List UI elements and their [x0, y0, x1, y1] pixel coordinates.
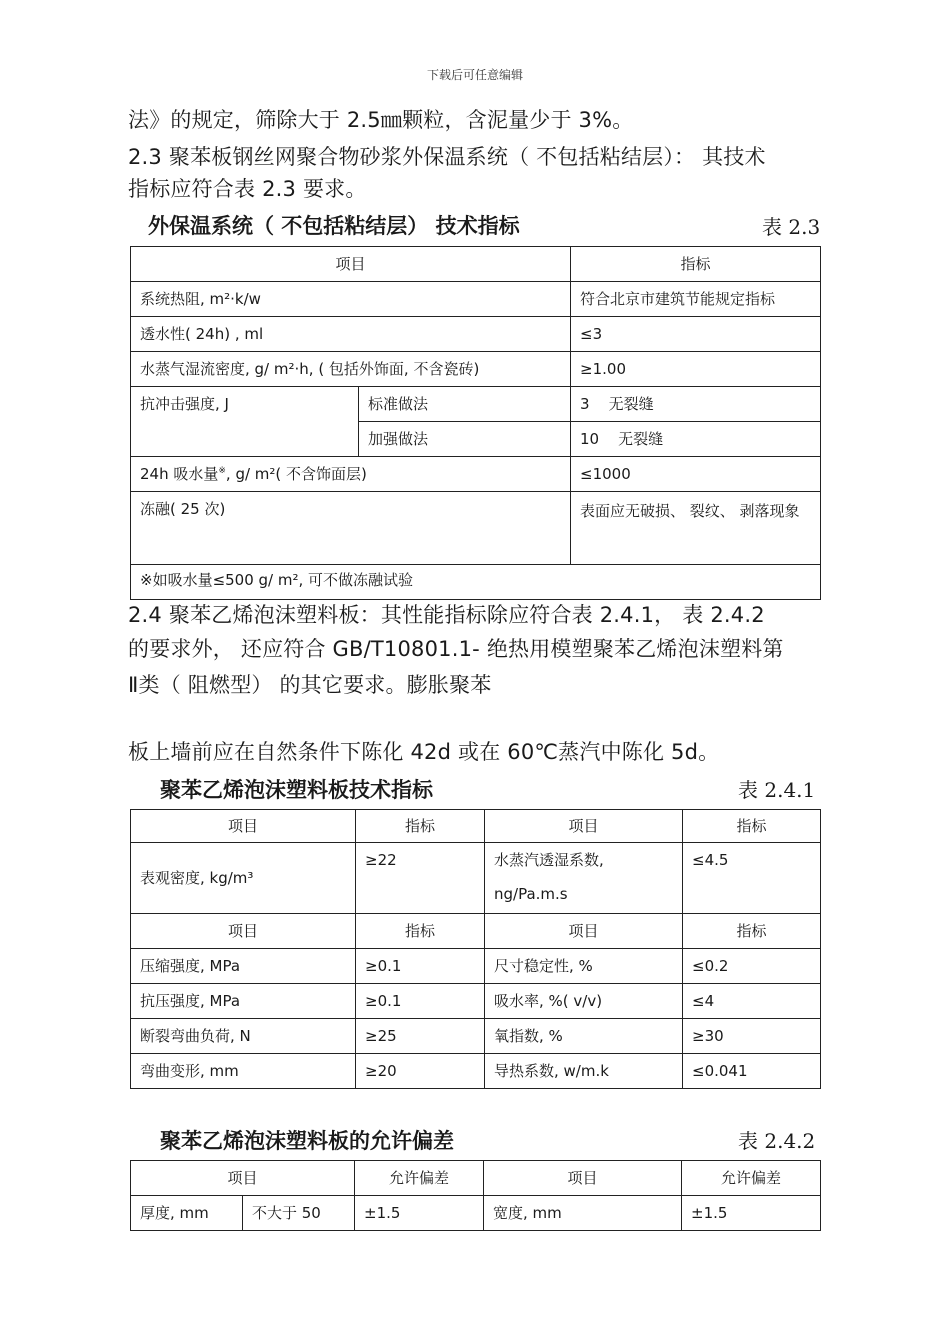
header2-indicator-1: 指标: [356, 914, 485, 949]
thickness-range: 不大于 50: [243, 1196, 355, 1231]
table-2-3: [130, 246, 821, 600]
thickness-value: ±1.5: [355, 1196, 484, 1231]
header-deviation-1: 允许偏差: [355, 1161, 484, 1196]
vapor-permeability-item: 水蒸汽透湿系数, ng/Pa.m.s: [485, 843, 683, 914]
row-impact-standard-label: 标准做法: [359, 387, 571, 422]
row-4-item-1: 弯曲变形, mm: [131, 1054, 356, 1089]
row-thermal-resistance-item: 系统热阻, m²·k/w: [131, 282, 571, 317]
row-water-absorption-value: ≤1000: [571, 457, 821, 492]
paragraph-3-line-1: 2.4 聚苯乙烯泡沫塑料板：其性能指标除应符合表 2.4.1， 表 2.4.2: [128, 603, 765, 627]
width-value: ±1.5: [682, 1196, 821, 1231]
header-item-1: 项目: [131, 1161, 355, 1196]
table-row: [131, 984, 821, 1019]
paragraph-3-line-3: Ⅱ类（ 阻燃型） 的其它要求。膨胀聚苯: [128, 673, 492, 697]
header-indicator-1: 指标: [356, 810, 485, 843]
paragraph-4: 板上墙前应在自然条件下陈化 42d 或在 60℃蒸汽中陈化 5d。: [128, 740, 720, 764]
row-2-value-1: ≥0.1: [356, 984, 485, 1019]
width-item: 宽度, mm: [484, 1196, 682, 1231]
row-2-item-2: 吸水率, %( v/v): [485, 984, 683, 1019]
table-2-4-1-title: 聚苯乙烯泡沫塑料板技术指标: [160, 778, 433, 802]
row-2-value-2: ≤4: [683, 984, 821, 1019]
table-2-4-2: [130, 1160, 821, 1231]
row-thermal-resistance-value: 符合北京市建筑节能规定指标: [571, 282, 821, 317]
header2-item-1: 项目: [131, 914, 356, 949]
header-note: 下载后可任意编辑: [426, 68, 523, 82]
header-deviation-2: 允许偏差: [682, 1161, 821, 1196]
vapor-permeability-value: ≤4.5: [683, 843, 821, 914]
row-vapor-flux-value: ≥1.00: [571, 352, 821, 387]
header-item: 项目: [131, 247, 571, 282]
paragraph-2-line-2: 指标应符合表 2.3 要求。: [128, 177, 367, 201]
table-2-3-title: 外保温系统（ 不包括粘结层） 技术指标: [148, 214, 520, 238]
row-1-item-1: 压缩强度, MPa: [131, 949, 356, 984]
item-prefix: 24h 吸水量: [140, 465, 219, 483]
table-2-3-number: 表 2.3: [762, 215, 821, 239]
table-2-4-1: [130, 809, 821, 1089]
table-2-4-2-title: 聚苯乙烯泡沫塑料板的允许偏差: [160, 1129, 454, 1153]
row-water-absorption-item: [131, 457, 571, 492]
header2-indicator-2: 指标: [683, 914, 821, 949]
row-vapor-flux-item: 水蒸气湿流密度, g/ m²·h, ( 包括外饰面, 不含瓷砖): [131, 352, 571, 387]
row-impact-reinforced-value: 10 无裂缝: [571, 422, 821, 457]
table-2-4-2-number: 表 2.4.2: [738, 1129, 816, 1153]
row-3-value-1: ≥25: [356, 1019, 485, 1054]
footnote-mark: ※: [218, 466, 226, 476]
table-2-4-1-number: 表 2.4.1: [738, 778, 816, 802]
row-impact-reinforced-label: 加强做法: [359, 422, 571, 457]
paragraph-3-line-2: 的要求外， 还应符合 GB/T10801.1- 绝热用模塑聚苯乙烯泡沫塑料第: [128, 637, 784, 661]
table-row: [131, 949, 821, 984]
thickness-item: 厚度, mm: [131, 1196, 243, 1231]
row-freeze-thaw-item: 冻融( 25 次): [131, 492, 571, 565]
density-item: 表观密度, kg/m³: [131, 843, 356, 914]
item-suffix: , g/ m²( 不含饰面层): [225, 465, 367, 483]
header-indicator: 指标: [571, 247, 821, 282]
header-item-2: 项目: [484, 1161, 682, 1196]
table-row: [131, 1196, 821, 1231]
paragraph-2-line-1: 2.3 聚苯板钢丝网聚合物砂浆外保温系统（ 不包括粘结层）： 其技术: [128, 145, 766, 169]
row-impact-standard-value: 3 无裂缝: [571, 387, 821, 422]
row-3-item-1: 断裂弯曲负荷, N: [131, 1019, 356, 1054]
row-4-value-2: ≤0.041: [683, 1054, 821, 1089]
header-indicator-2: 指标: [683, 810, 821, 843]
row-4-value-1: ≥20: [356, 1054, 485, 1089]
table-2-3-note: ※如吸水量≤500 g/ m², 可不做冻融试验: [131, 565, 821, 600]
row-3-item-2: 氧指数, %: [485, 1019, 683, 1054]
row-2-item-1: 抗压强度, MPa: [131, 984, 356, 1019]
header2-item-2: 项目: [485, 914, 683, 949]
row-1-item-2: 尺寸稳定性, %: [485, 949, 683, 984]
density-value: ≥22: [356, 843, 485, 914]
row-impact-item: 抗冲击强度, J: [131, 387, 359, 457]
header-item-1: 项目: [131, 810, 356, 843]
row-water-permeability-item: 透水性( 24h) , ml: [131, 317, 571, 352]
row-water-permeability-value: ≤3: [571, 317, 821, 352]
row-3-value-2: ≥30: [683, 1019, 821, 1054]
row-1-value-1: ≥0.1: [356, 949, 485, 984]
paragraph-1: 法》的规定，筛除大于 2.5㎜颗粒，含泥量少于 3%。: [128, 108, 634, 132]
row-1-value-2: ≤0.2: [683, 949, 821, 984]
table-row: [131, 1054, 821, 1089]
header-item-2: 项目: [485, 810, 683, 843]
row-4-item-2: 导热系数, w/m.k: [485, 1054, 683, 1089]
table-row: [131, 1019, 821, 1054]
row-freeze-thaw-value: 表面应无破损、 裂纹、 剥落现象: [571, 492, 821, 565]
